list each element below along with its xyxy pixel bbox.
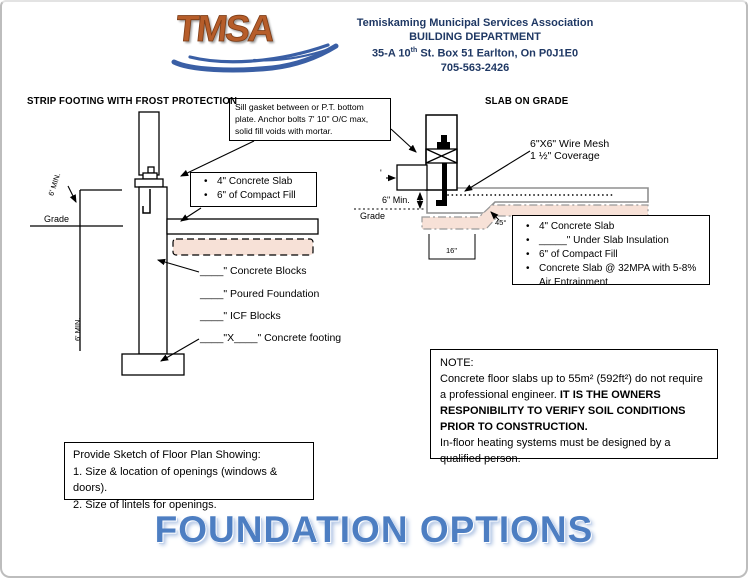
min-height-dim: 6" Min.	[382, 195, 410, 205]
spec-item: • 4" Concrete Slab	[517, 220, 707, 234]
phone-number: 705-563-2426	[440, 61, 510, 74]
step-box	[397, 165, 427, 190]
grade-label-left: Grade	[44, 214, 70, 224]
step-dim-mark: '	[380, 168, 382, 178]
left-slab-spec-box	[190, 172, 317, 207]
wire-mesh-label	[530, 138, 609, 162]
concrete-footing	[122, 354, 184, 375]
angle-label: 45°	[495, 218, 507, 227]
sill-gasket-callout: Sill gasket between or P.T. bottom plate. Anchor bolts 7' 10" O/C max, solid fill voids with mortar.	[229, 98, 391, 141]
logo-swoosh-icon	[170, 40, 350, 74]
floor-plan-box	[64, 442, 314, 511]
icf-blocks-label: ____" ICF Blocks	[200, 310, 281, 322]
sill-plate	[135, 179, 163, 187]
frost-depth-dim-bottom: 6' MIN.	[73, 317, 82, 341]
sill-plate-bolt	[143, 173, 157, 179]
compact-fill	[173, 239, 313, 255]
spec-item: • 4" Concrete Slab	[195, 175, 314, 189]
wall-above-grade	[139, 112, 159, 175]
note-box	[430, 349, 718, 465]
spec-item: • _____" Under Slab Insulation	[517, 234, 707, 248]
floor-plan-line1: Provide Sketch of Floor Plan Showing:	[73, 449, 261, 461]
concrete-footing-label: ____"X____" Concrete footing	[200, 332, 342, 344]
footing-width-dim: 16"	[446, 246, 458, 255]
right-slab-spec-box	[512, 215, 710, 288]
grade-label-right: Grade	[360, 211, 386, 221]
org-name: Temiskaming Municipal Services Association	[356, 17, 594, 29]
org-header	[340, 16, 610, 75]
floor-plan-line2: 1. Size & location of openings (windows & doors).	[73, 465, 278, 494]
tmsa-logo: TMSA	[173, 8, 276, 49]
wall-section	[426, 115, 457, 190]
foundation-options-title: FOUNDATION OPTIONS	[154, 509, 594, 550]
spec-item: • 6" of Compact Fill	[195, 189, 314, 203]
address-line: 35-A 10th St. Box 51 Earlton, On P0J1E0	[371, 47, 579, 60]
concrete-blocks-label: ____" Concrete Blocks	[200, 265, 307, 277]
floor-plan-line3: 2. Size of lintels for openings.	[73, 498, 217, 511]
wire-mesh-line2: 1 ½" Coverage	[530, 150, 600, 162]
spec-item: • 6" of Compact Fill	[517, 248, 707, 262]
department-name: BUILDING DEPARTMENT	[409, 31, 541, 43]
note-body-2: In-floor heating systems must be designed by a qualified person.	[440, 437, 671, 465]
spec-item: • Concrete Slab @ 32MPA with 5-8% Air Entrainment	[517, 262, 707, 290]
note-heading: NOTE:	[440, 357, 474, 369]
poured-foundation-label: ____" Poured Foundation	[200, 288, 320, 300]
frost-depth-dim-top: 6' MIN.	[46, 171, 63, 197]
concrete-slab	[167, 219, 318, 234]
slab-on-grade-title: SLAB ON GRADE	[485, 95, 569, 107]
strip-footing-title: STRIP FOOTING WITH FROST PROTECTION	[27, 95, 238, 107]
note-body: Concrete floor slabs up to 55m² (592ft²) do not require a professional engineer. IT IS THE OWNERS RESPONIBILITY TO VERIFY SOIL CONDITIONS PRIOR TO CONSTRUCTION.	[440, 373, 703, 433]
anchor-bolt-nut	[148, 167, 154, 173]
wire-mesh-line1: 6"X6" Wire Mesh	[530, 138, 610, 150]
